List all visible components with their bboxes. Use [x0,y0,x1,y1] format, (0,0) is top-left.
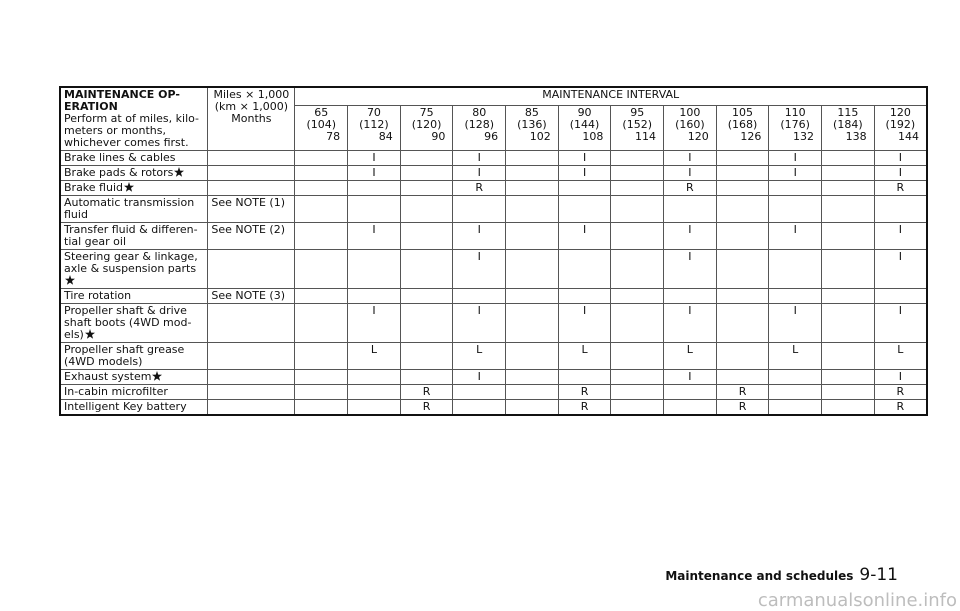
interval-mark-cell [611,370,664,385]
interval-mark-cell [453,400,506,416]
star-icon [152,371,162,381]
interval-mark-cell: I [453,370,506,385]
interval-mark-cell [453,289,506,304]
km-line: (km × 1,000) [214,100,289,113]
interval-mark-cell [348,289,401,304]
interval-mark-cell: I [348,151,401,166]
interval-header-cell [716,105,769,150]
interval-mark-cell [611,166,664,181]
interval-mark-cell [769,181,822,196]
interval-mark-cell: I [558,151,611,166]
interval-km: (168) [727,117,758,131]
footer-section-title: Maintenance and schedules [665,569,854,583]
interval-title: MAINTENANCE INTERVAL [295,87,927,105]
interval-mark-cell: R [874,181,927,196]
interval-mark-cell: I [664,304,717,343]
note-cell [208,370,295,385]
interval-km: (144) [569,117,600,131]
interval-mark-cell [506,181,559,196]
interval-mark-cell: R [558,385,611,400]
interval-miles: 115 [837,105,859,119]
operation-label: Automatic transmission fluid [64,196,195,221]
interval-mark-cell [611,196,664,223]
interval-mark-cell [769,250,822,289]
interval-mark-cell: R [400,400,453,416]
interval-mark-cell [400,166,453,181]
interval-mark-cell [506,250,559,289]
interval-mark-cell: I [558,304,611,343]
interval-header-cell [506,105,559,150]
interval-mark-cell: I [453,166,506,181]
interval-mark-cell: I [664,250,717,289]
table-body [60,151,927,416]
interval-mark-cell: L [348,343,401,370]
interval-mark-cell [558,181,611,196]
interval-mark-cell [822,289,875,304]
interval-months: 78 [326,129,341,143]
interval-header-cell [611,105,664,150]
operation-header [60,87,208,151]
interval-miles: 120 [889,105,911,119]
interval-mark-cell [506,196,559,223]
interval-mark-cell [716,196,769,223]
interval-header-cell [769,105,822,150]
interval-miles: 85 [524,105,539,119]
interval-header-cell [664,105,717,150]
interval-mark-cell [400,343,453,370]
interval-months: 84 [378,129,393,143]
interval-mark-cell [400,289,453,304]
table-row [60,181,927,196]
interval-km: (192) [885,117,916,131]
interval-mark-cell [716,289,769,304]
table-row [60,166,927,181]
interval-mark-cell: R [874,385,927,400]
interval-mark-cell [295,370,348,385]
interval-mark-cell: I [453,304,506,343]
interval-mark-cell [295,196,348,223]
interval-mark-cell: L [664,343,717,370]
note-cell [208,400,295,416]
interval-mark-cell [716,343,769,370]
interval-mark-cell [769,289,822,304]
table-row [60,370,927,385]
interval-header-cell [453,105,506,150]
interval-mark-cell [769,196,822,223]
interval-mark-cell [822,400,875,416]
interval-mark-cell: R [453,181,506,196]
interval-mark-cell: I [453,223,506,250]
interval-km: (152) [622,117,653,131]
interval-months: 138 [845,129,867,143]
interval-mark-cell [716,250,769,289]
operation-label: Propeller shaft grease (4WD models) [64,343,185,368]
interval-mark-cell: I [874,370,927,385]
interval-mark-cell [295,385,348,400]
interval-mark-cell [558,196,611,223]
interval-mark-cell [716,304,769,343]
interval-mark-cell [558,289,611,304]
interval-km: (128) [464,117,495,131]
interval-mark-cell: I [453,151,506,166]
interval-mark-cell [453,196,506,223]
interval-mark-cell [664,400,717,416]
page-footer [665,565,898,585]
interval-mark-cell [822,196,875,223]
interval-mark-cell: I [874,151,927,166]
interval-mark-cell [453,385,506,400]
table-row [60,385,927,400]
interval-mark-cell [558,250,611,289]
operation-description: Perform at of miles, kilo- meters or months, whichever comes first. [64,112,200,149]
note-cell [208,250,295,289]
operation-label: Steering gear & linkage, axle & suspension parts [64,250,198,275]
interval-mark-cell: L [769,343,822,370]
interval-mark-cell: L [874,343,927,370]
interval-mark-cell [822,151,875,166]
interval-header-cell [558,105,611,150]
interval-mark-cell [295,343,348,370]
interval-mark-cell [400,181,453,196]
note-cell: See NOTE (3) [208,289,295,304]
operation-label: Transfer fluid & differen- tial gear oil [64,223,198,248]
operation-cell [60,289,208,304]
note-cell [208,304,295,343]
interval-mark-cell [400,223,453,250]
interval-mark-cell: R [558,400,611,416]
interval-mark-cell [716,151,769,166]
interval-miles: 65 [314,105,329,119]
interval-months: 132 [793,129,815,143]
interval-mark-cell [874,289,927,304]
interval-mark-cell [506,385,559,400]
interval-mark-cell [295,289,348,304]
table-row [60,289,927,304]
interval-months: 108 [582,129,604,143]
table-row [60,400,927,416]
star-icon [124,182,134,192]
interval-months: 144 [898,129,919,143]
interval-mark-cell [506,289,559,304]
interval-mark-cell [295,151,348,166]
operation-cell [60,151,208,166]
interval-mark-cell: I [874,304,927,343]
interval-mark-cell [400,370,453,385]
interval-km: (184) [833,117,863,131]
interval-mark-cell [348,400,401,416]
interval-mark-cell: I [664,151,717,166]
interval-mark-cell [348,250,401,289]
note-cell [208,343,295,370]
operation-label: Brake lines & cables [64,151,176,164]
interval-mark-cell [822,250,875,289]
interval-mark-cell [611,400,664,416]
interval-months: 114 [635,129,657,143]
interval-mark-cell: I [769,223,822,250]
interval-miles: 110 [784,105,806,119]
interval-miles: 105 [732,105,754,119]
interval-mark-cell [716,223,769,250]
operation-label: Intelligent Key battery [64,400,187,413]
operation-cell [60,400,208,416]
interval-mark-cell: I [769,304,822,343]
miles-line: Miles × 1,000 [213,88,290,101]
interval-mark-cell [822,181,875,196]
operation-label: Tire rotation [64,289,132,302]
interval-mark-cell: I [874,223,927,250]
interval-mark-cell [506,166,559,181]
operation-label: In-cabin microfilter [64,385,168,398]
interval-miles: 100 [679,105,701,119]
interval-mark-cell [348,196,401,223]
interval-mark-cell [822,385,875,400]
interval-mark-cell [506,304,559,343]
operation-cell [60,250,208,289]
table-row [60,250,927,289]
interval-mark-cell [348,181,401,196]
interval-header-cell [348,105,401,150]
star-icon [85,329,95,339]
interval-miles: 70 [366,105,381,119]
interval-mark-cell [506,223,559,250]
interval-mark-cell [400,250,453,289]
interval-mark-cell: I [664,370,717,385]
interval-mark-cell [716,166,769,181]
interval-miles: 90 [577,105,592,119]
interval-mark-cell [664,289,717,304]
operation-label: Brake fluid [64,181,123,194]
interval-mark-cell [822,223,875,250]
interval-mark-cell: I [453,250,506,289]
interval-header-cell [874,105,927,150]
interval-mark-cell: R [664,181,717,196]
interval-mark-cell: I [664,166,717,181]
interval-miles: 95 [630,105,645,119]
interval-mark-cell [295,181,348,196]
interval-mark-cell [611,385,664,400]
interval-km: (120) [411,117,442,131]
star-icon [174,167,184,177]
interval-mark-cell [769,400,822,416]
interval-mark-cell [348,370,401,385]
header-row [60,87,927,105]
interval-mark-cell [295,223,348,250]
interval-months: 90 [431,129,446,143]
table-row [60,343,927,370]
interval-months: 126 [740,129,762,143]
note-cell [208,181,295,196]
interval-mark-cell [664,196,717,223]
interval-header-cell [295,105,348,150]
interval-months: 120 [687,129,709,143]
interval-km: (176) [780,117,810,131]
interval-km: (160) [675,117,705,131]
operation-cell [60,370,208,385]
interval-mark-cell [822,166,875,181]
interval-mark-cell [716,181,769,196]
interval-mark-cell [295,304,348,343]
interval-mark-cell: R [716,385,769,400]
interval-mark-cell [400,304,453,343]
operation-label: Brake pads & rotors [64,166,174,179]
watermark: carmanualsonline.info [757,590,957,611]
interval-mark-cell: I [348,223,401,250]
interval-mark-cell [769,370,822,385]
table-row [60,304,927,343]
page-number: 9-11 [859,565,898,585]
interval-mark-cell: I [558,223,611,250]
interval-mark-cell: I [769,166,822,181]
note-cell [208,151,295,166]
interval-months: 96 [484,129,499,143]
interval-mark-cell [874,196,927,223]
note-cell [208,385,295,400]
interval-mark-cell [822,343,875,370]
interval-mark-cell: I [874,250,927,289]
table-row [60,223,927,250]
interval-mark-cell [506,370,559,385]
interval-mark-cell [716,370,769,385]
operation-cell [60,304,208,343]
interval-mark-cell: L [558,343,611,370]
interval-mark-cell [664,385,717,400]
interval-mark-cell [348,385,401,400]
operation-cell [60,343,208,370]
interval-mark-cell: I [769,151,822,166]
interval-mark-cell: I [664,223,717,250]
operation-label: Exhaust system [64,370,152,383]
note-cell [208,166,295,181]
operation-cell [60,223,208,250]
operation-label: Propeller shaft & drive shaft boots (4WD mod- els) [64,304,192,341]
interval-mark-cell [611,304,664,343]
operation-cell [60,166,208,181]
operation-cell [60,196,208,223]
interval-mark-cell: R [400,385,453,400]
interval-mark-cell [506,343,559,370]
operation-cell [60,181,208,196]
interval-km: (112) [359,117,389,131]
note-cell: See NOTE (1) [208,196,295,223]
interval-mark-cell: I [348,166,401,181]
interval-mark-cell [295,250,348,289]
interval-mark-cell [611,223,664,250]
interval-mark-cell [611,181,664,196]
interval-header-cell [822,105,875,150]
interval-mark-cell: R [716,400,769,416]
note-cell: See NOTE (2) [208,223,295,250]
interval-mark-cell [400,151,453,166]
interval-mark-cell [822,370,875,385]
interval-mark-cell [769,385,822,400]
maintenance-table [59,86,928,416]
table-row [60,196,927,223]
interval-mark-cell [400,196,453,223]
interval-mark-cell [611,250,664,289]
interval-miles: 80 [472,105,487,119]
interval-mark-cell [611,289,664,304]
interval-mark-cell: I [874,166,927,181]
interval-mark-cell [611,343,664,370]
interval-mark-cell [295,400,348,416]
interval-mark-cell [611,151,664,166]
interval-miles: 75 [419,105,434,119]
interval-months: 102 [529,129,551,143]
interval-mark-cell [506,400,559,416]
interval-mark-cell [506,151,559,166]
operation-title: MAINTENANCE OP- ERATION [64,88,180,113]
interval-mark-cell: R [874,400,927,416]
interval-header-cell [400,105,453,150]
star-icon [65,275,75,285]
operation-cell [60,385,208,400]
interval-km: (104) [306,117,337,131]
miles-header [208,87,295,151]
interval-mark-cell: I [558,166,611,181]
interval-mark-cell [558,370,611,385]
interval-mark-cell [295,166,348,181]
months-line: Months [231,112,272,125]
table-row [60,151,927,166]
interval-mark-cell: I [348,304,401,343]
interval-mark-cell: L [453,343,506,370]
interval-km: (136) [517,117,547,131]
interval-mark-cell [822,304,875,343]
